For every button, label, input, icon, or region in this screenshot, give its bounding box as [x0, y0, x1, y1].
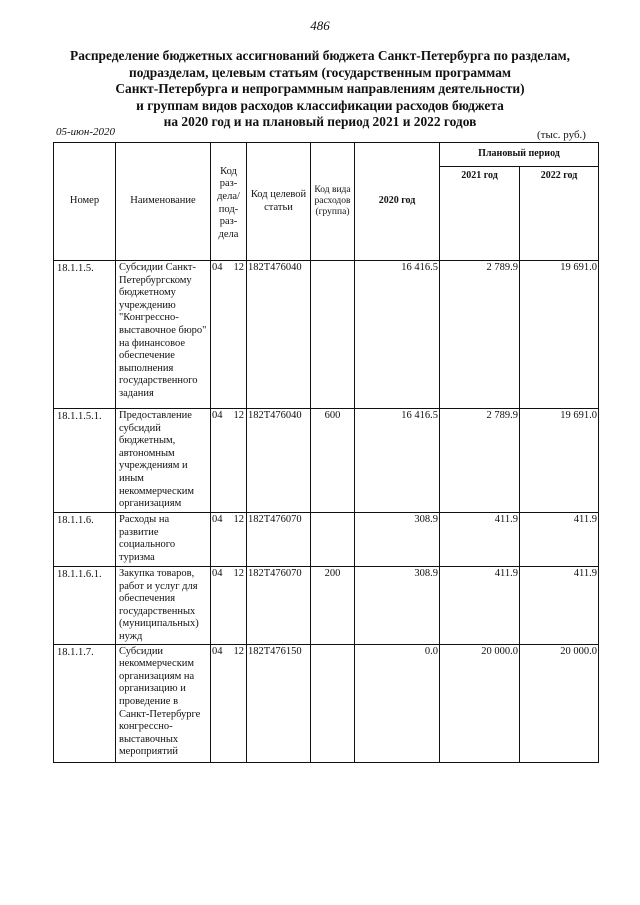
- row-2021: 20 000.0: [440, 644, 520, 762]
- title-line: подразделам, целевым статьям (государственным программам: [128, 64, 512, 80]
- row-number: 18.1.1.5.: [54, 261, 116, 409]
- row-section: 04: [212, 514, 223, 525]
- row-expense-type: [311, 513, 355, 567]
- page-number: 486: [310, 18, 330, 33]
- row-subsection: 12: [233, 262, 244, 273]
- row-name: Расходы на развитие социального туризма: [116, 513, 211, 567]
- table-row: [54, 644, 599, 762]
- row-section: 04: [212, 262, 223, 273]
- row-subsection: 12: [233, 410, 244, 421]
- row-subsection: 12: [233, 568, 244, 579]
- row-2022: 411.9: [520, 513, 599, 567]
- row-name: Субсидии некоммерческим организациям на организацию и проведение в Санкт-Петербурге конгрессно-выставочных мероприятий: [116, 644, 211, 762]
- row-subsection: 12: [233, 645, 244, 657]
- row-target: 182Т476040: [247, 261, 311, 409]
- row-number: 18.1.1.6.1.: [54, 567, 116, 645]
- row-number: 18.1.1.5.1.: [54, 409, 116, 513]
- row-section-cell: [211, 567, 247, 645]
- document-title: [40, 48, 600, 131]
- row-section-cell: [211, 513, 247, 567]
- row-2020: 308.9: [355, 567, 440, 645]
- row-target: 182Т476150: [247, 644, 311, 762]
- row-section: 04: [212, 645, 223, 657]
- document-date: 05-июн-2020: [56, 126, 116, 138]
- table-row: [54, 409, 599, 513]
- row-number: 18.1.1.7.: [54, 644, 116, 762]
- row-2021: 411.9: [440, 567, 520, 645]
- row-expense-type: [311, 261, 355, 409]
- row-name: Предоставление субсидий бюджетным, автономным учреждениям и иным некоммерческим организациям: [116, 409, 211, 513]
- row-target: 182Т476070: [247, 513, 311, 567]
- row-2020: 16 416.5: [355, 409, 440, 513]
- title-line: Санкт-Петербурга и непрограммным направлениям деятельности): [115, 81, 525, 97]
- header-2022: 2022 год: [520, 167, 599, 261]
- header-2020: 2020 год: [355, 143, 440, 261]
- row-expense-type: 600: [311, 409, 355, 513]
- units-label: (тыс. руб.): [537, 129, 586, 141]
- row-section: 04: [212, 410, 223, 421]
- row-subsection: 12: [233, 514, 244, 525]
- header-planned-period: Плановый период: [440, 143, 599, 167]
- row-section-cell: [211, 261, 247, 409]
- row-name: Закупка товаров, работ и услуг для обеспечения государственных (муниципальных) нужд: [116, 567, 211, 645]
- header-name: Наименование: [116, 143, 211, 261]
- title-line: на 2020 год и на плановый период 2021 и 2022 годов: [163, 114, 477, 130]
- row-target: 182Т476040: [247, 409, 311, 513]
- table-row: [54, 567, 599, 645]
- row-2022: 20 000.0: [520, 644, 599, 762]
- row-2022: 411.9: [520, 567, 599, 645]
- row-target: 182Т476070: [247, 567, 311, 645]
- row-section-cell: [211, 644, 247, 762]
- budget-table: [53, 142, 599, 763]
- header-target: Код целевой статьи: [247, 143, 311, 261]
- table-row: [54, 513, 599, 567]
- row-expense-type: 200: [311, 567, 355, 645]
- title-line: Распределение бюджетных ассигнований бюджета Санкт-Петербурга по разделам,: [70, 48, 570, 63]
- header-expense-type: Код вида расходов (группа): [311, 143, 355, 261]
- row-expense-type: [311, 644, 355, 762]
- header-2021: 2021 год: [440, 167, 520, 261]
- row-2020: 0.0: [355, 644, 440, 762]
- title-line: и группам видов расходов классификации расходов бюджета: [136, 97, 504, 113]
- header-section: Код раз-дела/ под-раз-дела: [211, 143, 247, 261]
- row-number: 18.1.1.6.: [54, 513, 116, 567]
- row-2020: 308.9: [355, 513, 440, 567]
- row-2021: 411.9: [440, 513, 520, 567]
- row-2022: 19 691.0: [520, 409, 599, 513]
- row-2021: 2 789.9: [440, 409, 520, 513]
- row-section: 04: [212, 568, 223, 579]
- row-2020: 16 416.5: [355, 261, 440, 409]
- row-2021: 2 789.9: [440, 261, 520, 409]
- row-name: Субсидии Санкт-Петербургскому бюджетному учреждению "Конгрессно-выставочное бюро" на финансовое обеспечение выполнения государственного задания: [116, 261, 211, 409]
- row-2022: 19 691.0: [520, 261, 599, 409]
- table-row: [54, 261, 599, 409]
- header-number: Номер: [54, 143, 116, 261]
- row-section-cell: [211, 409, 247, 513]
